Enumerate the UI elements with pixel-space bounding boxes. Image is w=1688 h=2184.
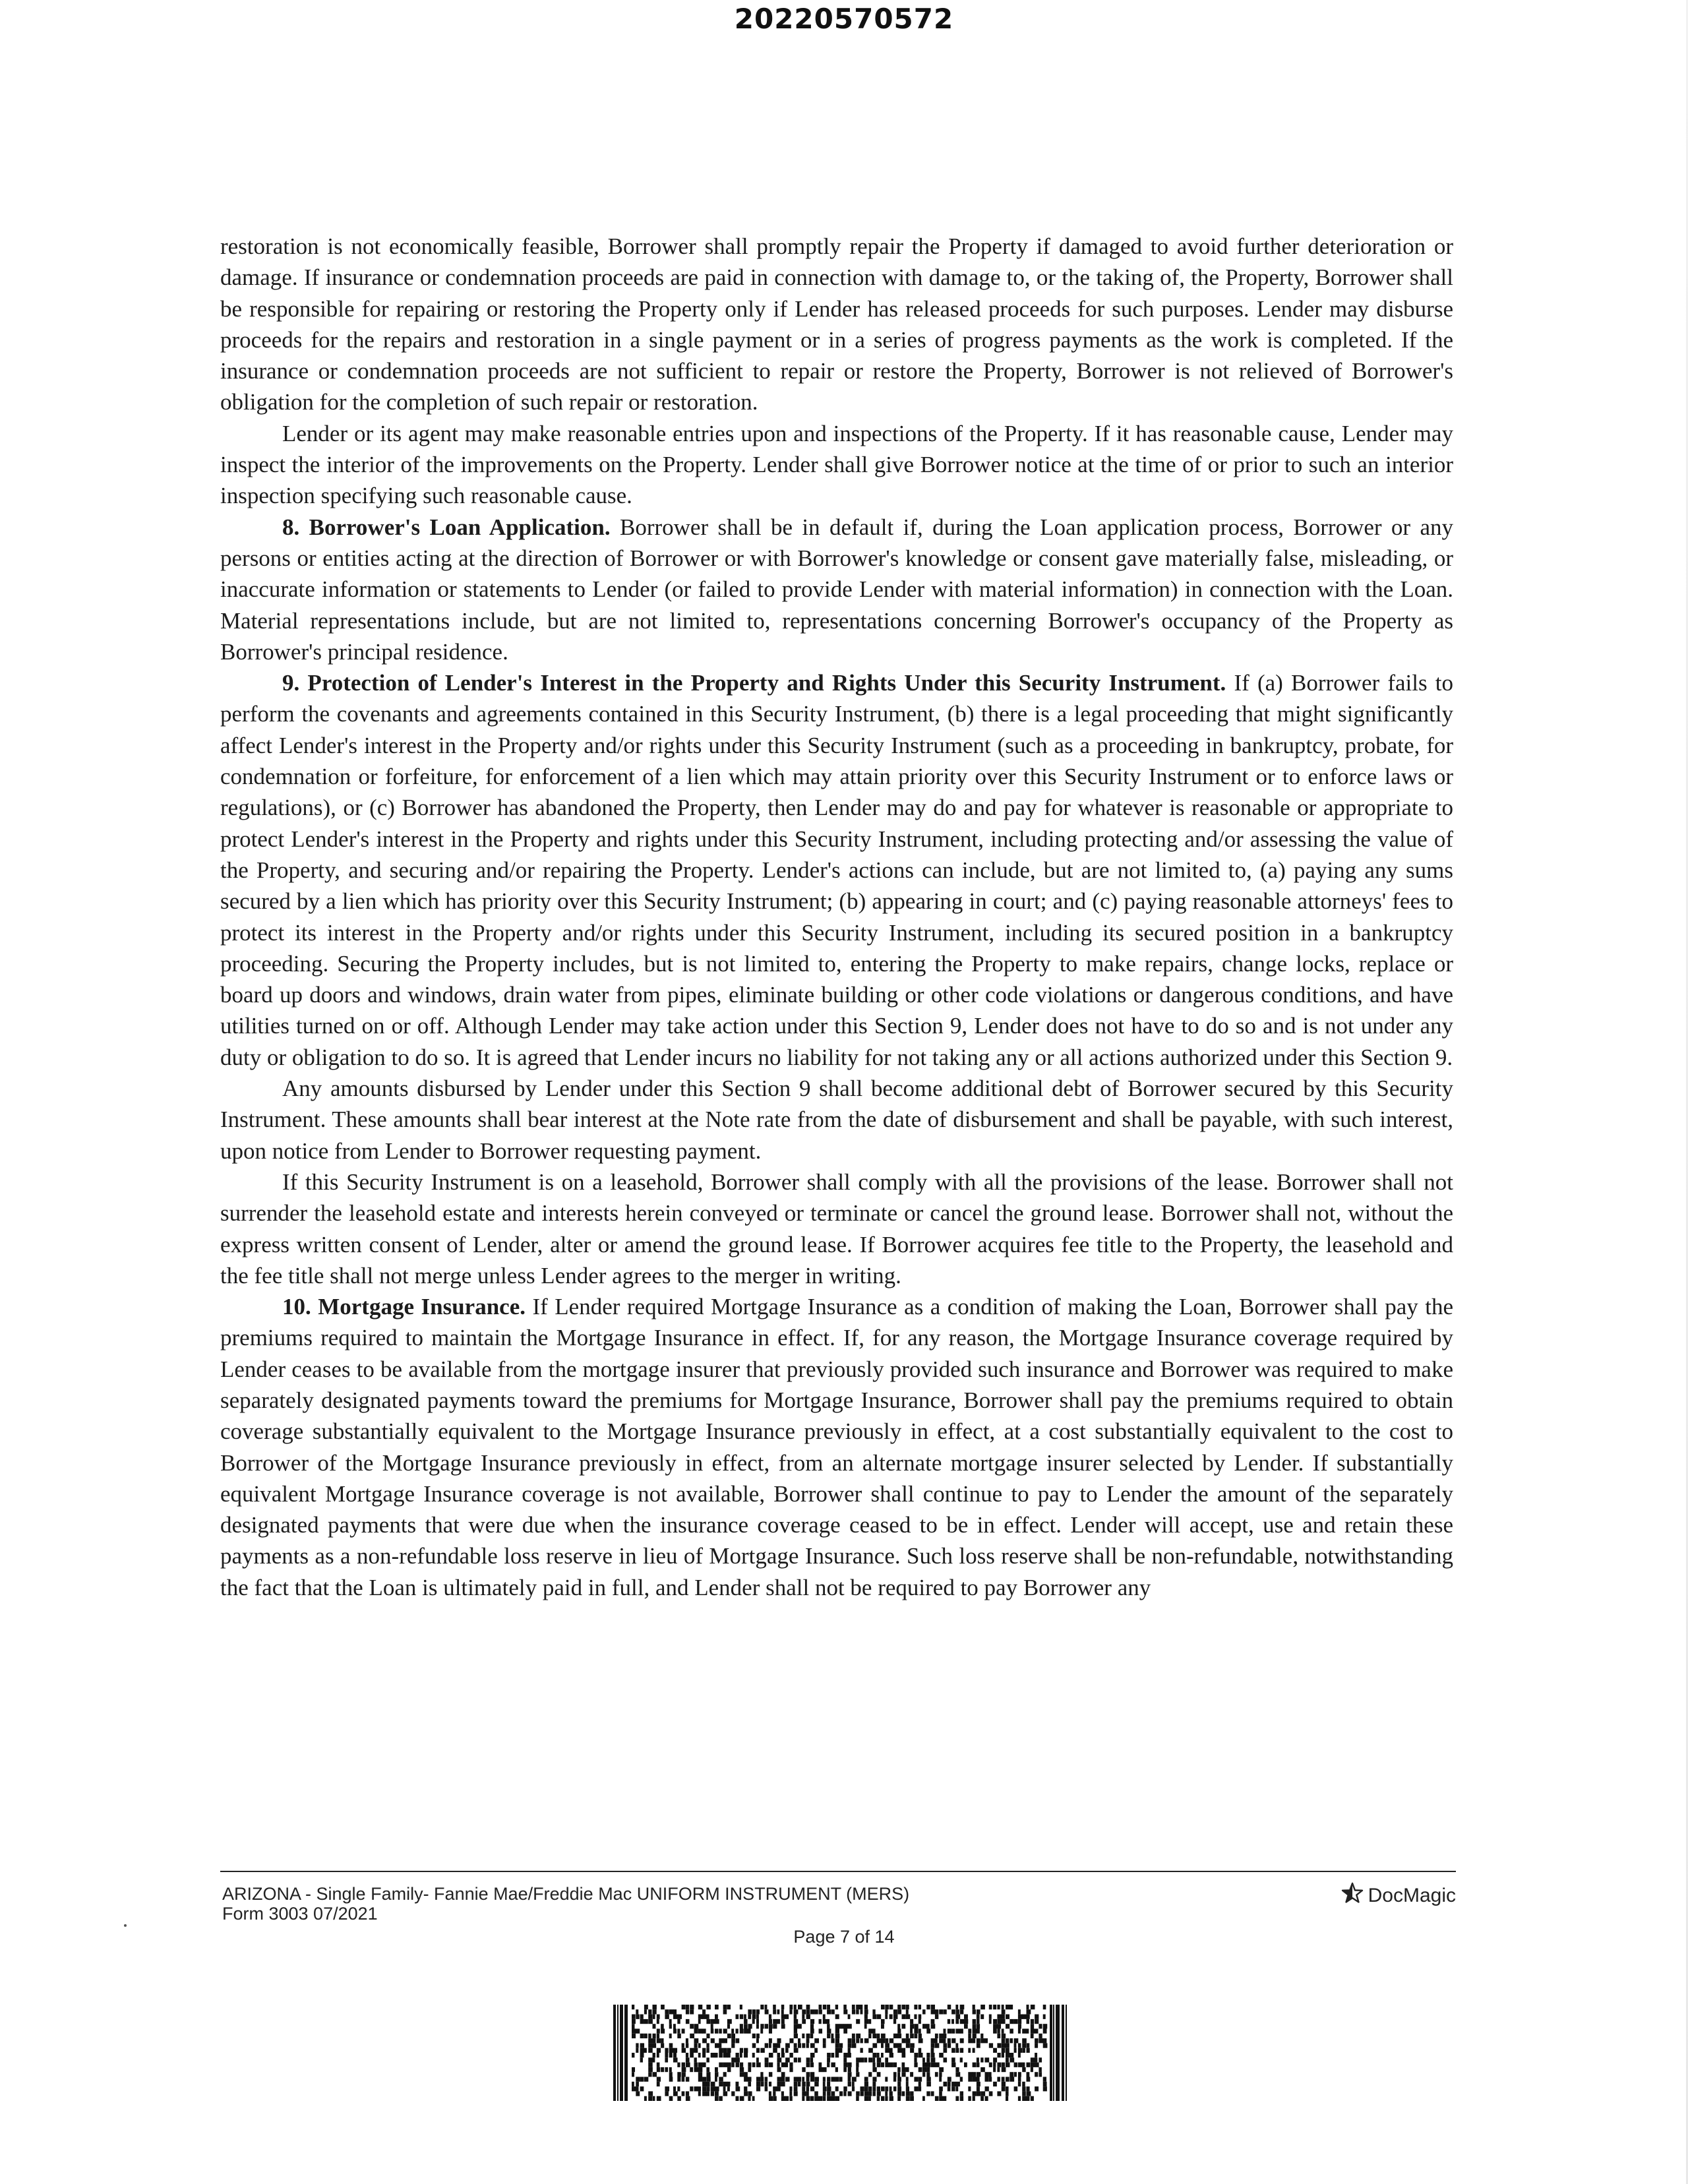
paragraph-restoration xyxy=(220,231,1453,418)
paragraph-text: If (a) Borrower fails to perform the covenants and agreements contained in this Security Instrument, (b) there is a legal proceeding that might significantly affect Lender's interest in the Property and/or rights under this Security Instrument (such as a proceeding in bankruptcy, probate, for condemnation or forfeiture, for enforcement of a lien which may attain priority over this Security Instrument or to enforce laws or regulations), or (c) Borrower has abandoned the Property, then Lender may do and pay for whatever is reasonable or appropriate to protect Lender's interest in the Property and rights under this Security Instrument, including protecting and/or assessing the value of the Property, and securing and/or repairing the Property. Lender's actions can include, but are not limited to, (a) paying any sums secured by a lien which has priority over this Security Instrument; (b) appearing in court; and (c) paying reasonable attorneys' fees to protect its interest in the Property and/or rights under this Security Instrument, including its secured position in a bankruptcy proceeding. Securing the Property includes, but is not limited to, entering the Property to make repairs, change locks, replace or board up doors and windows, drain water from pipes, eliminate building or other code violations or dangerous conditions, and have utilities turned on or off. Although Lender may take action under this Section 9, Lender does not have to do so and is not under any duty or obligation to do so. It is agreed that Lender incurs no liability for not taking any or all actions authorized under this Section 9. xyxy=(220,670,1453,1070)
brand-name: DocMagic xyxy=(1368,1885,1456,1906)
paragraph-leasehold xyxy=(220,1167,1453,1291)
form-title: ARIZONA - Single Family- Fannie Mae/Freddie Mac UNIFORM INSTRUMENT (MERS) xyxy=(222,1884,910,1904)
paragraph-text: If Lender required Mortgage Insurance as a condition of making the Loan, Borrower shall pay the premiums required to maintain the Mortgage Insurance in effect. If, for any reason, the Mortgage Insurance coverage required by Lender ceases to be available from the mortgage insurer that previously provided such insurance and Borrower was required to make separately designated payments toward the premiums for Mortgage Insurance, Borrower shall pay the premiums required to obtain coverage substantially equivalent to the Mortgage Insurance previously in effect, at a cost substantially equivalent to the cost to Borrower of the Mortgage Insurance previously in effect, from an alternate mortgage insurer selected by Lender. If substantially equivalent Mortgage Insurance coverage is not available, Borrower shall continue to pay to Lender the amount of the separately designated payments that were due when the insurance coverage ceased to be in effect. Lender will accept, use and retain these payments as a non-refundable loss reserve in lieu of Mortgage Insurance. Such loss reserve shall be non-refundable, notwithstanding the fact that the Loan is ultimately paid in full, and Lender shall not be required to pay Borrower any xyxy=(220,1294,1453,1600)
paragraph-text: Any amounts disbursed by Lender under this Section 9 shall become additional debt of Borrower secured by this Security Instrument. These amounts shall bear interest at the Note rate from the date of disbursement and shall be payable, with such interest, upon notice from Lender to Borrower requesting payment. xyxy=(220,1076,1453,1164)
section-heading: 9. Protection of Lender's Interest in the Property and Rights Under this Security Instrument. xyxy=(282,670,1226,696)
barcode-icon xyxy=(613,2005,1070,2101)
paragraph-inspections xyxy=(220,418,1453,512)
paragraph-text: Borrower shall be in default if, during the Loan application process, Borrower or any persons or entities acting at the direction of Borrower or with Borrower's knowledge or consent gave materially false, misleading, or inaccurate information or statements to Lender (or failed to provide Lender with material information) in connection with the Loan. Material representations include, but are not limited to, representations concerning Borrower's occupancy of the Property as Borrower's principal residence. xyxy=(220,514,1453,665)
paragraph-text: Lender or its agent may make reasonable entries upon and inspections of the Property. If it has reasonable cause, Lender may inspect the interior of the improvements on the Property. Lender shall give Borrower notice at the time of or prior to such an interior inspection specifying such reasonable cause. xyxy=(220,420,1453,509)
document-body xyxy=(220,231,1453,1603)
scan-speck xyxy=(124,1924,127,1927)
footer-divider xyxy=(220,1871,1456,1872)
recording-number: 20220570572 xyxy=(734,3,954,35)
paragraph-text: If this Security Instrument is on a leasehold, Borrower shall comply with all the provisions of the lease. Borrower shall not surrender the leasehold estate and interests herein conveyed or terminate or cancel the ground lease. Borrower shall not, without the express written consent of Lender, alter or amend the ground lease. If Borrower acquires fee title to the Property, the leasehold and the fee title shall not merge unless Lender agrees to the merger in writing. xyxy=(220,1168,1453,1289)
section-9-protection-of-interest xyxy=(220,667,1453,1073)
section-10-mortgage-insurance xyxy=(220,1291,1453,1603)
page-number: Page 7 of 14 xyxy=(793,1927,895,1947)
section-heading: 10. Mortgage Insurance. xyxy=(282,1294,526,1320)
form-number: Form 3003 07/2021 xyxy=(222,1904,378,1924)
paragraph-text: restoration is not economically feasible, Borrower shall promptly repair the Property if damaged to avoid further deterioration or damage. If insurance or condemnation proceeds are paid in connection with damage to, or the taking of, the Property, Borrower shall be responsible for repairing or restoring the Property only if Lender has released proceeds for such purposes. Lender may disburse proceeds for the repairs and restoration in a single payment or in a series of progress payments as the work is completed. If the insurance or condemnation proceeds are not sufficient to repair or restore the Property, Borrower is not relieved of Borrower's obligation for the completion of such repair or restoration. xyxy=(220,233,1453,415)
docmagic-brand xyxy=(1341,1881,1456,1910)
star-icon xyxy=(1341,1881,1364,1910)
paragraph-amounts-disbursed xyxy=(220,1073,1453,1167)
section-8-loan-application xyxy=(220,512,1453,667)
section-heading: 8. Borrower's Loan Application. xyxy=(282,514,611,540)
footer-form-info xyxy=(222,1884,909,1924)
